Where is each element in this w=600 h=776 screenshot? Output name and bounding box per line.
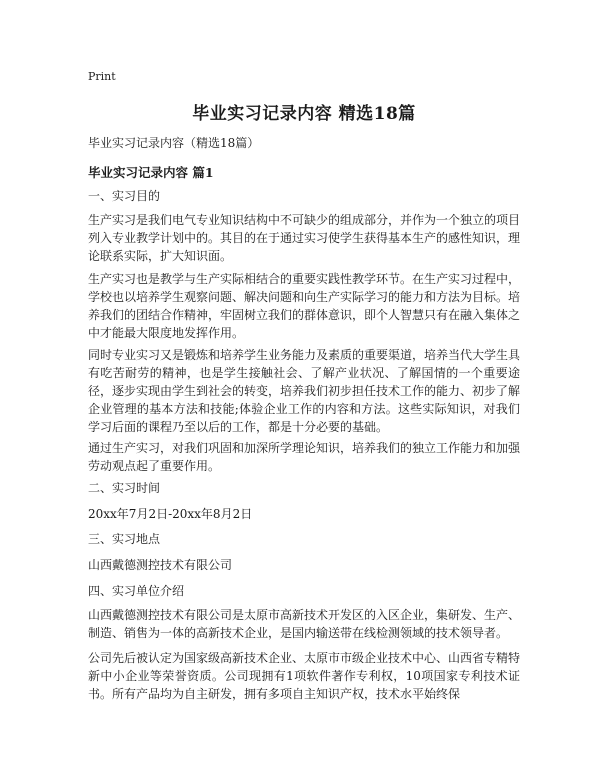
- paragraph-purpose-3: 同时专业实习又是锻炼和培养学生业务能力及素质的重要渠道，培养当代大学生具有吃苦耐劳的精神，也是学生接触社会、了解产业状况、了解国情的一个重要途径，逐步实现由学生到社会的转变，培养我们初步担任技术工作的能力、初步了解企业管理的基本方法和技能;体验企业工作的内容和方法。这些实际知识，对我们学习后面的课程乃至以后的工作，都是十分必要的基础。: [88, 348, 521, 434]
- paragraph-company-2: 公司先后被认定为国家级高新技术企业、太原市市级企业技术中心、山西省专精特新中小企业等荣誉资质。公司现拥有1项软件著作专利权，10项国家专利技术证书。所有产品均为自主研发，拥有多项自主知识产权，技术水平始终保: [88, 651, 521, 701]
- document-subtitle: 毕业实习记录内容（精选18篇）: [88, 136, 260, 150]
- paragraph-purpose-2: 生产实习也是教学与生产实际相结合的重要实践性教学环节。在生产实习过程中，学校也以培养学生观察问题、解决问题和向生产实际学习的能力和方法为目标。培养我们的团结合作精神，牢固树立我们的群体意识，即个人智慧只有在融入集体之中才能最大限度地发挥作用。: [88, 272, 521, 340]
- internship-location: 山西戴德测控技术有限公司: [88, 558, 233, 572]
- paragraph-company-1: 山西戴德测控技术有限公司是太原市高新技术开发区的入区企业，集研发、生产、制造、销售为一体的高新技术企业，是国内输送带在线检测领域的技术领导者。: [88, 608, 521, 640]
- heading-company-intro: 四、实习单位介绍: [88, 584, 185, 598]
- print-link[interactable]: Print: [88, 70, 116, 83]
- paragraph-purpose-4: 通过生产实习，对我们巩固和加深所学理论知识，培养我们的独立工作能力和加强劳动观点起了重要作用。: [88, 441, 521, 473]
- section-heading: 毕业实习记录内容 篇1: [88, 165, 214, 180]
- heading-purpose: 一、实习目的: [88, 189, 161, 203]
- heading-time: 二、实习时间: [88, 481, 161, 495]
- paragraph-purpose-1: 生产实习是我们电气专业知识结构中不可缺少的组成部分，并作为一个独立的项目列入专业教学计划中的。其目的在于通过实习使学生获得基本生产的感性知识，理论联系实际，扩大知识面。: [88, 213, 521, 263]
- page-title: 毕业实习记录内容 精选18篇: [192, 104, 416, 124]
- internship-dates: 20xx年7月2日-20xx年8月2日: [88, 507, 253, 521]
- heading-location: 三、实习地点: [88, 532, 161, 546]
